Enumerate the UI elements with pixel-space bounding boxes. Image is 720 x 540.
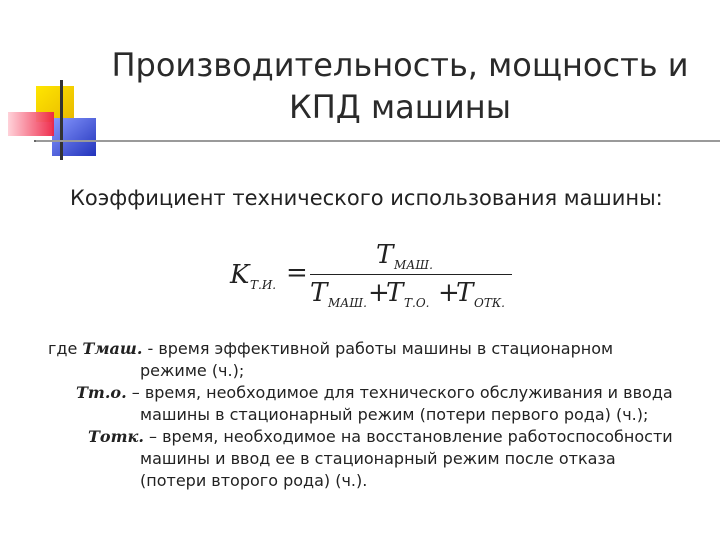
formula-numerator: T [376, 240, 394, 270]
definition-text: – время, необходимое для технического обслуживания и ввода [126, 383, 673, 402]
slide-title [100, 44, 700, 128]
formula-plus-2: + [438, 278, 460, 308]
formula-den-t3-sub: ОТК. [474, 296, 505, 310]
red-square [8, 112, 54, 136]
formula-den-t1: T [310, 278, 328, 308]
definition-text: – время, необходимое на восстановление работоспособности [143, 427, 673, 446]
definition-item [48, 338, 613, 360]
formula-lhs: K [230, 260, 250, 290]
title-line-1: Производительность, мощность и [111, 46, 689, 84]
definition-text: режиме (ч.); [140, 361, 245, 380]
title-line-2: КПД машины [289, 88, 511, 126]
formula-lhs-sub: Т.И. [250, 278, 277, 292]
definition-text: (потери второго рода) (ч.). [140, 471, 368, 490]
definition-item [76, 382, 673, 404]
formula-den-t3: T [456, 278, 474, 308]
title-divider [36, 140, 720, 142]
fraction-bar [310, 274, 512, 275]
definition-item [88, 426, 673, 448]
formula-equals: = [286, 258, 308, 288]
formula-numerator-sub: МАШ. [394, 258, 433, 272]
definition-symbol: Тмаш. [82, 339, 143, 358]
formula [222, 238, 522, 310]
definition-text: машины в стационарный режим (потери первого рода) (ч.); [140, 405, 649, 424]
blue-square [52, 118, 96, 156]
slide-subtitle: Коэффициент технического использования машины: [70, 186, 663, 210]
formula-plus-1: + [368, 278, 390, 308]
vertical-line [60, 80, 63, 160]
definition-text: машины и ввод ее в стационарный режим после отказа [140, 449, 616, 468]
definitions-prefix: где [48, 339, 78, 358]
definition-symbol: Тотк. [88, 427, 144, 446]
formula-den-t1-sub: МАШ. [328, 296, 367, 310]
formula-den-t2-sub: Т.О. [404, 296, 430, 310]
formula-den-t2: T [386, 278, 404, 308]
definition-symbol: Тт.о. [76, 383, 127, 402]
definition-text: - время эффективной работы машины в стационарном [142, 339, 614, 358]
